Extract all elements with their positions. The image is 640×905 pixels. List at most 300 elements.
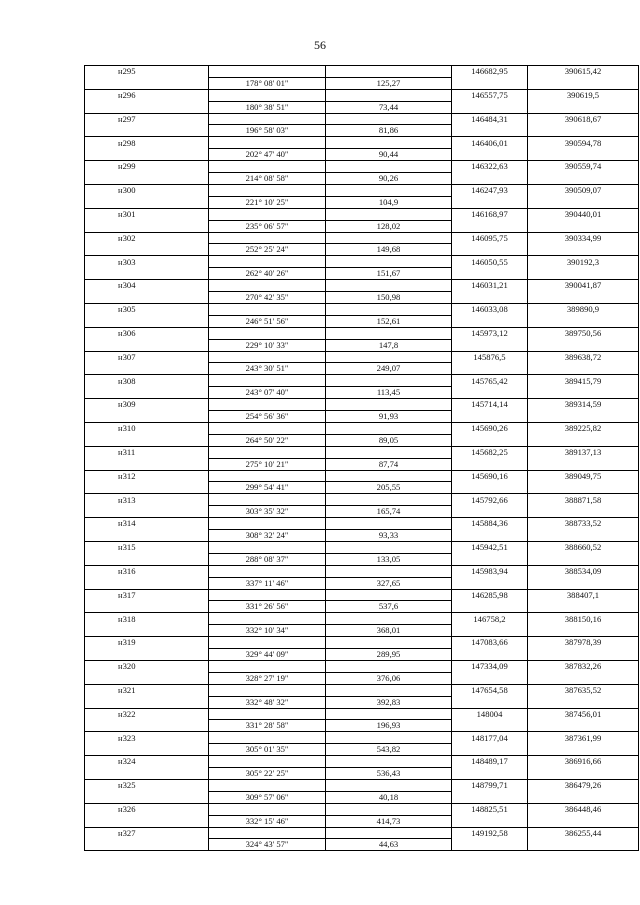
empty-cell — [528, 434, 639, 446]
segment-row — [85, 768, 639, 780]
segment-length: 128,02 — [326, 220, 452, 232]
y-coordinate: 389137,13 — [528, 446, 639, 458]
x-coordinate: 146285,98 — [452, 589, 528, 601]
empty-cell — [209, 327, 326, 339]
direction-angle: 324° 43' 57" — [209, 839, 326, 851]
segment-row — [85, 458, 639, 470]
direction-angle: 288° 08' 37" — [209, 553, 326, 565]
empty-cell — [452, 649, 528, 661]
x-coordinate: 145682,25 — [452, 446, 528, 458]
point-name: н317 — [85, 589, 209, 601]
empty-cell — [209, 541, 326, 553]
empty-cell — [528, 530, 639, 542]
x-coordinate: 148825,51 — [452, 803, 528, 815]
y-coordinate: 389750,56 — [528, 327, 639, 339]
direction-angle: 303° 35' 32" — [209, 506, 326, 518]
point-name: н297 — [85, 113, 209, 125]
segment-row — [85, 411, 639, 423]
empty-cell — [209, 113, 326, 125]
empty-cell — [85, 791, 209, 803]
segment-row — [85, 696, 639, 708]
point-row — [85, 66, 639, 78]
point-name: н315 — [85, 541, 209, 553]
segment-length: 113,45 — [326, 387, 452, 399]
point-row — [85, 613, 639, 625]
y-coordinate: 386916,66 — [528, 756, 639, 768]
empty-cell — [326, 232, 452, 244]
x-coordinate: 146050,55 — [452, 256, 528, 268]
empty-cell — [209, 280, 326, 292]
empty-cell — [326, 470, 452, 482]
empty-cell — [326, 327, 452, 339]
x-coordinate: 148489,17 — [452, 756, 528, 768]
segment-row — [85, 839, 639, 851]
segment-row — [85, 173, 639, 185]
segment-row — [85, 125, 639, 137]
segment-length: 150,98 — [326, 292, 452, 304]
segment-row — [85, 601, 639, 613]
empty-cell — [452, 339, 528, 351]
direction-angle: 332° 15' 46" — [209, 815, 326, 827]
point-name: н311 — [85, 446, 209, 458]
segment-length: 40,18 — [326, 791, 452, 803]
x-coordinate: 146322,63 — [452, 161, 528, 173]
point-name: н309 — [85, 399, 209, 411]
empty-cell — [452, 220, 528, 232]
point-name: н316 — [85, 565, 209, 577]
empty-cell — [326, 518, 452, 530]
segment-row — [85, 220, 639, 232]
x-coordinate: 145690,16 — [452, 470, 528, 482]
empty-cell — [326, 803, 452, 815]
segment-length: 536,43 — [326, 768, 452, 780]
y-coordinate: 390618,67 — [528, 113, 639, 125]
empty-cell — [209, 494, 326, 506]
direction-angle: 331° 28' 58" — [209, 720, 326, 732]
direction-angle: 246° 51' 56" — [209, 315, 326, 327]
empty-cell — [326, 660, 452, 672]
direction-angle: 305° 01' 35" — [209, 744, 326, 756]
empty-cell — [528, 791, 639, 803]
direction-angle: 337° 11' 46" — [209, 577, 326, 589]
direction-angle: 252° 25' 24" — [209, 244, 326, 256]
direction-angle: 178° 08' 01" — [209, 77, 326, 89]
x-coordinate: 147334,09 — [452, 660, 528, 672]
point-name: н305 — [85, 303, 209, 315]
empty-cell — [452, 101, 528, 113]
segment-length: 152,61 — [326, 315, 452, 327]
empty-cell — [85, 292, 209, 304]
segment-row — [85, 577, 639, 589]
empty-cell — [85, 244, 209, 256]
empty-cell — [452, 601, 528, 613]
empty-cell — [209, 756, 326, 768]
page-number: 56 — [314, 38, 326, 52]
point-name: н298 — [85, 137, 209, 149]
y-coordinate: 389049,75 — [528, 470, 639, 482]
empty-cell — [326, 375, 452, 387]
direction-angle: 331° 26' 56" — [209, 601, 326, 613]
y-coordinate: 389890,9 — [528, 303, 639, 315]
empty-cell — [452, 625, 528, 637]
point-name: н319 — [85, 637, 209, 649]
y-coordinate: 388871,58 — [528, 494, 639, 506]
segment-length: 104,9 — [326, 196, 452, 208]
point-name: н306 — [85, 327, 209, 339]
empty-cell — [209, 89, 326, 101]
empty-cell — [452, 696, 528, 708]
segment-length: 90,26 — [326, 173, 452, 185]
segment-row — [85, 101, 639, 113]
y-coordinate: 386479,26 — [528, 779, 639, 791]
empty-cell — [528, 720, 639, 732]
empty-cell — [85, 720, 209, 732]
point-name: н320 — [85, 660, 209, 672]
empty-cell — [209, 303, 326, 315]
empty-cell — [452, 173, 528, 185]
empty-cell — [326, 422, 452, 434]
empty-cell — [209, 470, 326, 482]
empty-cell — [326, 399, 452, 411]
empty-cell — [209, 256, 326, 268]
segment-row — [85, 292, 639, 304]
point-name: н301 — [85, 208, 209, 220]
empty-cell — [326, 756, 452, 768]
x-coordinate: 145714,14 — [452, 399, 528, 411]
segment-row — [85, 815, 639, 827]
empty-cell — [85, 815, 209, 827]
direction-angle: 243° 30' 51" — [209, 363, 326, 375]
direction-angle: 332° 48' 32" — [209, 696, 326, 708]
direction-angle: 270° 42' 35" — [209, 292, 326, 304]
x-coordinate: 148799,71 — [452, 779, 528, 791]
segment-length: 543,82 — [326, 744, 452, 756]
direction-angle: 196° 58' 03" — [209, 125, 326, 137]
empty-cell — [85, 315, 209, 327]
empty-cell — [326, 351, 452, 363]
direction-angle: 308° 32' 24" — [209, 530, 326, 542]
direction-angle: 202° 47' 40" — [209, 149, 326, 161]
empty-cell — [452, 672, 528, 684]
segment-row — [85, 268, 639, 280]
empty-cell — [452, 387, 528, 399]
empty-cell — [528, 601, 639, 613]
empty-cell — [209, 637, 326, 649]
empty-cell — [209, 351, 326, 363]
point-name: н326 — [85, 803, 209, 815]
empty-cell — [209, 779, 326, 791]
point-row — [85, 518, 639, 530]
direction-angle: 254° 56' 36" — [209, 411, 326, 423]
y-coordinate: 388407,1 — [528, 589, 639, 601]
empty-cell — [326, 280, 452, 292]
x-coordinate: 146031,21 — [452, 280, 528, 292]
empty-cell — [528, 77, 639, 89]
segment-row — [85, 149, 639, 161]
direction-angle: 229° 10' 33" — [209, 339, 326, 351]
point-name: н304 — [85, 280, 209, 292]
empty-cell — [452, 77, 528, 89]
direction-angle: 328° 27' 19" — [209, 672, 326, 684]
empty-cell — [209, 161, 326, 173]
y-coordinate: 388150,16 — [528, 613, 639, 625]
empty-cell — [85, 530, 209, 542]
empty-cell — [209, 232, 326, 244]
empty-cell — [326, 113, 452, 125]
empty-cell — [528, 315, 639, 327]
point-row — [85, 827, 639, 839]
point-name: н327 — [85, 827, 209, 839]
segment-row — [85, 791, 639, 803]
empty-cell — [326, 66, 452, 78]
direction-angle: 309° 57' 06" — [209, 791, 326, 803]
empty-cell — [85, 434, 209, 446]
point-name: н324 — [85, 756, 209, 768]
direction-angle: 235° 06' 57" — [209, 220, 326, 232]
empty-cell — [528, 696, 639, 708]
segment-row — [85, 625, 639, 637]
segment-length: 196,93 — [326, 720, 452, 732]
empty-cell — [452, 577, 528, 589]
empty-cell — [85, 744, 209, 756]
empty-cell — [85, 672, 209, 684]
empty-cell — [209, 184, 326, 196]
empty-cell — [85, 768, 209, 780]
empty-cell — [85, 220, 209, 232]
empty-cell — [528, 482, 639, 494]
empty-cell — [528, 339, 639, 351]
empty-cell — [452, 196, 528, 208]
empty-cell — [326, 541, 452, 553]
direction-angle: 275° 10' 21" — [209, 458, 326, 470]
empty-cell — [452, 434, 528, 446]
x-coordinate: 146247,93 — [452, 184, 528, 196]
point-row — [85, 446, 639, 458]
x-coordinate: 146033,08 — [452, 303, 528, 315]
segment-length: 147,8 — [326, 339, 452, 351]
y-coordinate: 390509,07 — [528, 184, 639, 196]
segment-length: 73,44 — [326, 101, 452, 113]
empty-cell — [326, 494, 452, 506]
empty-cell — [209, 399, 326, 411]
empty-cell — [452, 411, 528, 423]
empty-cell — [85, 149, 209, 161]
empty-cell — [452, 292, 528, 304]
x-coordinate: 146168,97 — [452, 208, 528, 220]
point-row — [85, 589, 639, 601]
coordinates-table — [84, 65, 639, 851]
y-coordinate: 387361,99 — [528, 732, 639, 744]
empty-cell — [326, 184, 452, 196]
y-coordinate: 389225,82 — [528, 422, 639, 434]
x-coordinate: 146758,2 — [452, 613, 528, 625]
point-row — [85, 89, 639, 101]
segment-length: 392,83 — [326, 696, 452, 708]
point-row — [85, 637, 639, 649]
empty-cell — [528, 196, 639, 208]
empty-cell — [209, 660, 326, 672]
point-row — [85, 303, 639, 315]
empty-cell — [528, 577, 639, 589]
point-name: н307 — [85, 351, 209, 363]
segment-row — [85, 387, 639, 399]
y-coordinate: 390559,74 — [528, 161, 639, 173]
empty-cell — [209, 446, 326, 458]
empty-cell — [209, 208, 326, 220]
empty-cell — [326, 684, 452, 696]
y-coordinate: 389415,79 — [528, 375, 639, 387]
point-row — [85, 422, 639, 434]
segment-row — [85, 315, 639, 327]
segment-row — [85, 553, 639, 565]
segment-length: 537,6 — [326, 601, 452, 613]
x-coordinate: 145792,66 — [452, 494, 528, 506]
y-coordinate: 390615,42 — [528, 66, 639, 78]
point-name: н313 — [85, 494, 209, 506]
point-name: н310 — [85, 422, 209, 434]
segment-length: 368,01 — [326, 625, 452, 637]
segment-row — [85, 434, 639, 446]
point-row — [85, 541, 639, 553]
empty-cell — [85, 625, 209, 637]
y-coordinate: 390334,99 — [528, 232, 639, 244]
empty-cell — [326, 708, 452, 720]
x-coordinate: 145983,94 — [452, 565, 528, 577]
point-name: н325 — [85, 779, 209, 791]
point-row — [85, 208, 639, 220]
empty-cell — [528, 649, 639, 661]
empty-cell — [528, 125, 639, 137]
empty-cell — [326, 779, 452, 791]
x-coordinate: 147654,58 — [452, 684, 528, 696]
point-name: н322 — [85, 708, 209, 720]
empty-cell — [452, 744, 528, 756]
empty-cell — [452, 553, 528, 565]
point-row — [85, 351, 639, 363]
y-coordinate: 387456,01 — [528, 708, 639, 720]
y-coordinate: 390594,78 — [528, 137, 639, 149]
point-row — [85, 494, 639, 506]
segment-row — [85, 77, 639, 89]
x-coordinate: 145690,26 — [452, 422, 528, 434]
point-row — [85, 280, 639, 292]
y-coordinate: 390440,01 — [528, 208, 639, 220]
x-coordinate: 146484,31 — [452, 113, 528, 125]
empty-cell — [528, 768, 639, 780]
empty-cell — [209, 803, 326, 815]
empty-cell — [528, 506, 639, 518]
segment-length: 91,93 — [326, 411, 452, 423]
empty-cell — [85, 506, 209, 518]
empty-cell — [326, 613, 452, 625]
empty-cell — [209, 684, 326, 696]
y-coordinate: 390041,87 — [528, 280, 639, 292]
empty-cell — [452, 791, 528, 803]
segment-length: 151,67 — [326, 268, 452, 280]
segment-row — [85, 744, 639, 756]
x-coordinate: 145876,5 — [452, 351, 528, 363]
segment-row — [85, 649, 639, 661]
x-coordinate: 148004 — [452, 708, 528, 720]
segment-row — [85, 530, 639, 542]
point-name: н303 — [85, 256, 209, 268]
point-name: н295 — [85, 66, 209, 78]
empty-cell — [85, 268, 209, 280]
empty-cell — [528, 387, 639, 399]
x-coordinate: 148177,04 — [452, 732, 528, 744]
empty-cell — [528, 458, 639, 470]
x-coordinate: 145765,42 — [452, 375, 528, 387]
empty-cell — [528, 411, 639, 423]
segment-length: 149,68 — [326, 244, 452, 256]
y-coordinate: 388733,52 — [528, 518, 639, 530]
y-coordinate: 388534,09 — [528, 565, 639, 577]
segment-length: 90,44 — [326, 149, 452, 161]
empty-cell — [85, 649, 209, 661]
x-coordinate: 146557,75 — [452, 89, 528, 101]
segment-length: 44,63 — [326, 839, 452, 851]
empty-cell — [326, 208, 452, 220]
empty-cell — [528, 839, 639, 851]
x-coordinate: 146095,75 — [452, 232, 528, 244]
x-coordinate: 146682,95 — [452, 66, 528, 78]
segment-length: 81,86 — [326, 125, 452, 137]
segment-length: 165,74 — [326, 506, 452, 518]
empty-cell — [85, 411, 209, 423]
point-row — [85, 470, 639, 482]
x-coordinate: 145973,12 — [452, 327, 528, 339]
point-row — [85, 161, 639, 173]
empty-cell — [85, 173, 209, 185]
empty-cell — [528, 149, 639, 161]
empty-cell — [85, 125, 209, 137]
empty-cell — [85, 553, 209, 565]
empty-cell — [209, 565, 326, 577]
segment-row — [85, 196, 639, 208]
y-coordinate: 390619,5 — [528, 89, 639, 101]
segment-length: 133,05 — [326, 553, 452, 565]
empty-cell — [326, 827, 452, 839]
segment-row — [85, 482, 639, 494]
y-coordinate: 388660,52 — [528, 541, 639, 553]
point-row — [85, 565, 639, 577]
empty-cell — [528, 220, 639, 232]
y-coordinate: 386448,46 — [528, 803, 639, 815]
empty-cell — [452, 149, 528, 161]
y-coordinate: 386255,44 — [528, 827, 639, 839]
empty-cell — [452, 815, 528, 827]
segment-length: 289,95 — [326, 649, 452, 661]
empty-cell — [85, 339, 209, 351]
point-row — [85, 184, 639, 196]
direction-angle: 329° 44' 09" — [209, 649, 326, 661]
point-row — [85, 779, 639, 791]
point-row — [85, 113, 639, 125]
segment-length: 205,55 — [326, 482, 452, 494]
point-name: н299 — [85, 161, 209, 173]
point-row — [85, 660, 639, 672]
segment-length: 249,07 — [326, 363, 452, 375]
direction-angle: 221° 10' 25" — [209, 196, 326, 208]
segment-length: 93,33 — [326, 530, 452, 542]
empty-cell — [85, 101, 209, 113]
empty-cell — [528, 815, 639, 827]
x-coordinate: 145884,36 — [452, 518, 528, 530]
empty-cell — [528, 744, 639, 756]
segment-row — [85, 244, 639, 256]
empty-cell — [326, 89, 452, 101]
point-row — [85, 708, 639, 720]
